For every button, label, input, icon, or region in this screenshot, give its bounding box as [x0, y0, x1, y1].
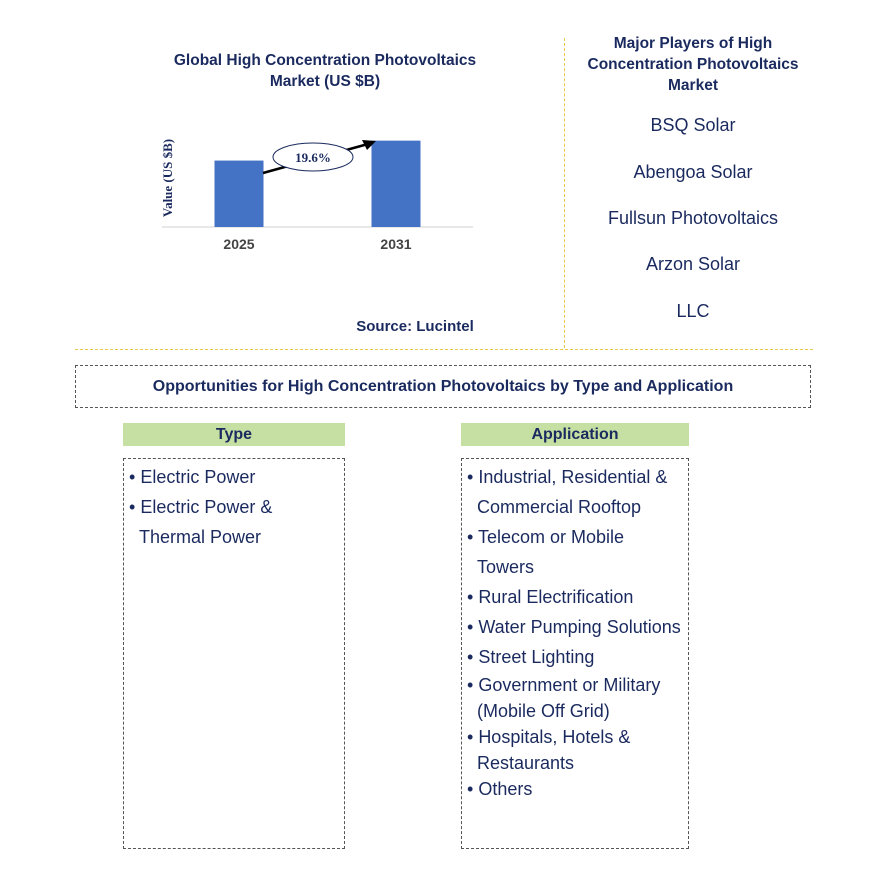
x-tick-label: 2031	[380, 236, 412, 252]
player-item: BSQ Solar	[650, 115, 736, 135]
player-item: Arzon Solar	[645, 254, 741, 274]
application-list	[461, 458, 689, 849]
growth-annotation-label: 19.6%	[295, 150, 331, 165]
bar-2031	[372, 141, 421, 227]
players-title: Major Players of High Concentration Photovoltaics Market	[587, 35, 799, 94]
application-header: Application	[461, 423, 689, 446]
application-item: • Others	[465, 776, 682, 802]
application-item: • Industrial, Residential & Commercial Rooftop	[465, 462, 682, 522]
bar-chart	[150, 120, 490, 260]
type-header: Type	[123, 423, 345, 446]
opportunities-title-text: Opportunities for High Concentration Photovoltaics by Type and Application	[152, 377, 734, 395]
application-item: • Hospitals, Hotels & Restaurants	[465, 724, 682, 776]
opportunities-title	[75, 365, 811, 408]
type-item: • Electric Power	[127, 462, 338, 492]
x-tick-label: 2025	[223, 236, 255, 252]
application-item: • Rural Electrification	[465, 582, 682, 612]
bar-2025	[215, 161, 264, 227]
chart-title: Global High Concentration Photovoltaics Market (US $B)	[173, 52, 477, 90]
horizontal-divider	[75, 349, 813, 350]
application-item: • Street Lighting	[465, 642, 682, 672]
application-item: • Telecom or Mobile Towers	[465, 522, 682, 582]
application-item: • Water Pumping Solutions	[465, 612, 682, 642]
player-item: Abengoa Solar	[633, 162, 753, 182]
player-item: Fullsun Photovoltaics	[607, 208, 779, 228]
application-item: • Government or Military (Mobile Off Grid)	[465, 672, 682, 724]
type-item: • Electric Power & Thermal Power	[127, 492, 338, 552]
vertical-divider	[564, 38, 565, 348]
y-axis-label: Value (US $B)	[160, 138, 175, 218]
source-note: Source: Lucintel	[356, 318, 474, 335]
type-list	[123, 458, 345, 849]
player-item: LLC	[676, 301, 710, 321]
